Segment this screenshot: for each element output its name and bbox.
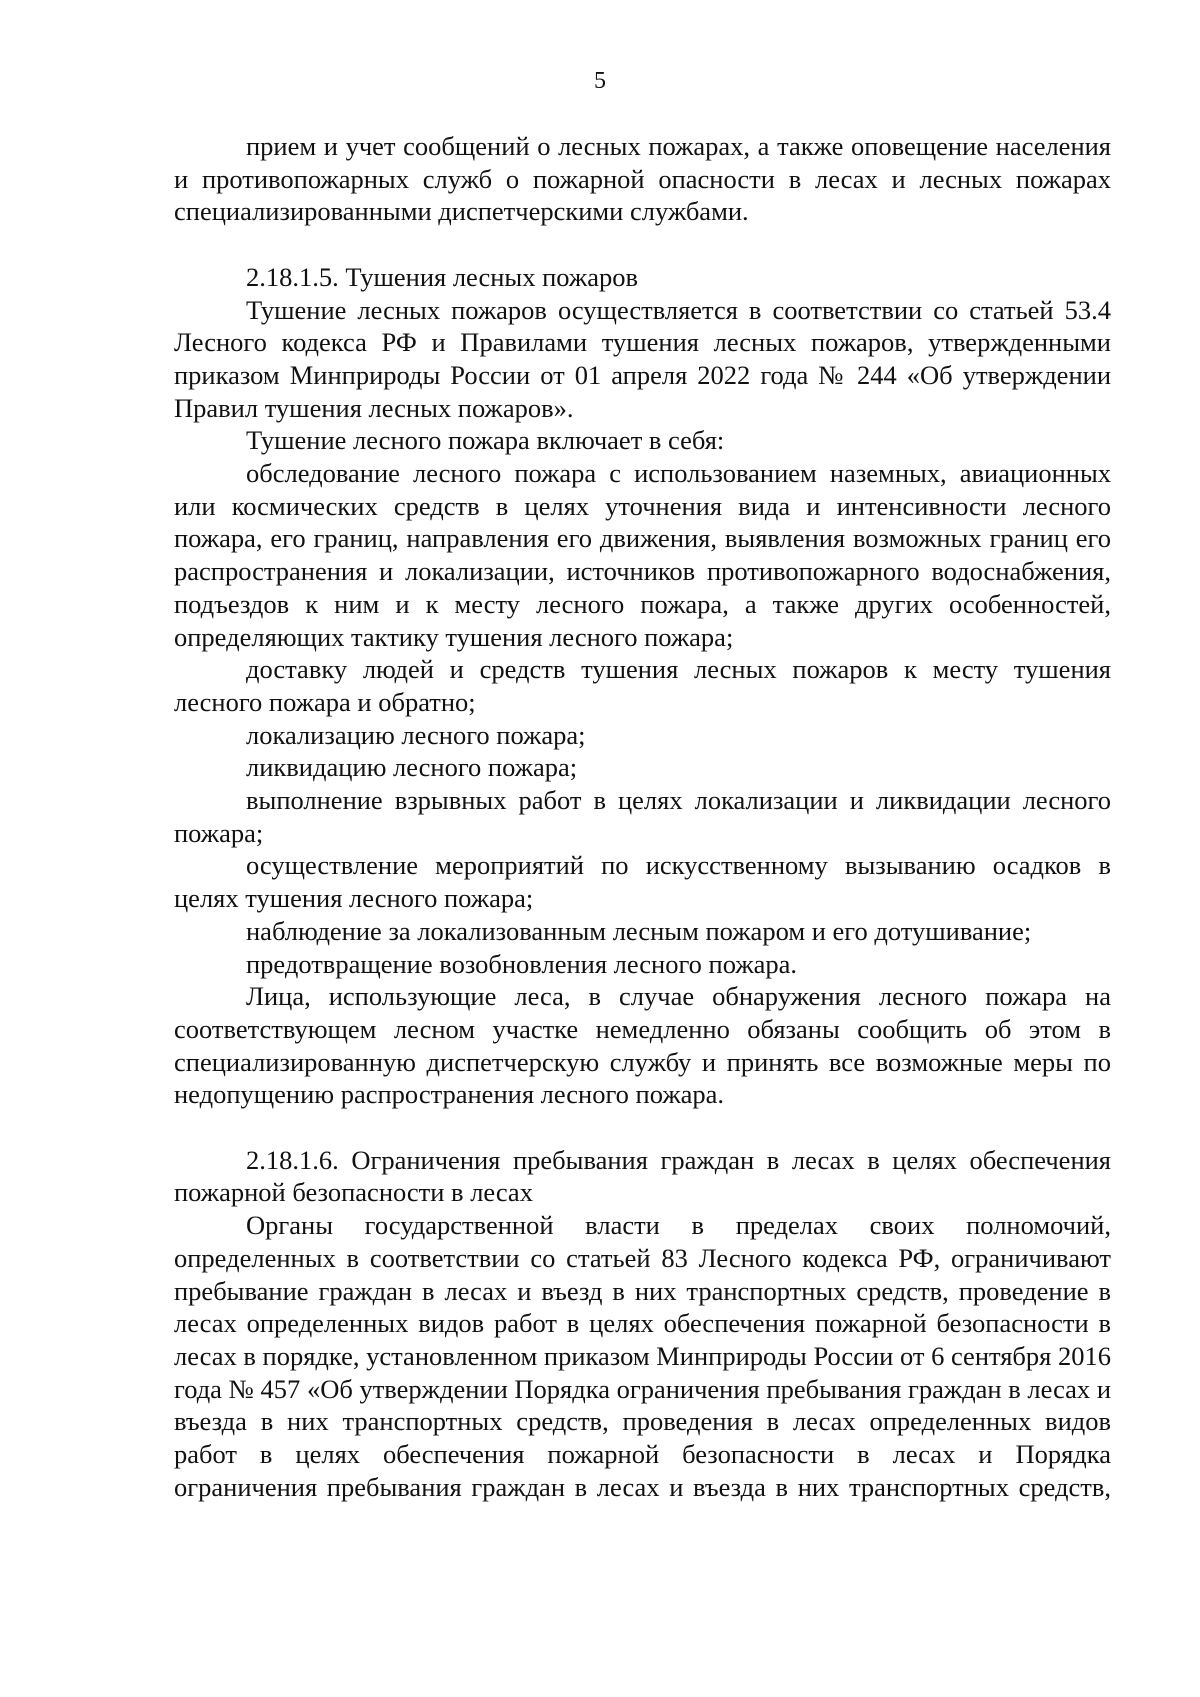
- section-gap: [174, 1111, 1111, 1144]
- paragraph-notification: прием и учет сообщений о лесных пожарах, а также оповещение населения и противопожарных служб о пожарной опасности в лесах и лесных пожарах специализированными диспетчерскими службами.: [174, 131, 1111, 227]
- paragraph-forest-users-duty: Лица, использующие леса, в случае обнаружения лесного пожара на соответствующем лесном участке немедленно обязаны сообщить об этом в специализированную диспетчерскую службу и принять все возможные меры по недопущению распространения лесного пожара.: [174, 981, 1111, 1110]
- list-item-monitoring: наблюдение за локализованным лесным пожаром и его дотушивание;: [246, 915, 1032, 946]
- paragraph-includes: Тушение лесного пожара включает в себя:: [246, 425, 725, 456]
- list-item-artificial-precipitation: осуществление мероприятий по искусственному вызыванию осадков в целях тушения лесного пожара;: [174, 850, 1111, 914]
- list-item-inspection: обследование лесного пожара с использованием наземных, авиационных или космических средств в целях уточнения вида и интенсивности лесного пожара, его границ, направления его движения, выявления возможных границ его распространения и локализации, источников противопожарного водоснабжения, подъездов к ним и к месту лесного пожара, а также других особенностей, определяющих тактику тушения лесного пожара;: [174, 458, 1111, 652]
- section-gap: [174, 228, 1111, 261]
- list-item-prevention: предотвращение возобновления лесного пожара.: [246, 948, 798, 979]
- page-number: 5: [594, 68, 606, 94]
- list-item-liquidation: ликвидацию лесного пожара;: [246, 752, 578, 783]
- paragraph-restrictions: Органы государственной власти в пределах своих полномочий, определенных в соответствии со статьей 83 Лесного кодекса РФ, ограничивают пребывание граждан в лесах и въезд в них транспортных средств, проведение в лесах определенных видов работ в целях обеспечения пожарной безопасности в лесах в порядке, установленном приказом Минприроды России от 6 сентября 2016 года № 457 «Об утверждении Порядка ограничения пребывания граждан в лесах и въезда в них транспортных средств, проведения в лесах определенных видов работ в целях обеспечения пожарной безопасности в лесах и Порядка ограничения пребывания граждан в лесах и въезда в них транспортных средств,: [174, 1210, 1111, 1502]
- list-item-blasting: выполнение взрывных работ в целях локализации и ликвидации лесного пожара;: [174, 785, 1111, 848]
- list-item-localization: локализацию лесного пожара;: [246, 719, 586, 750]
- document-body: [174, 130, 1111, 1504]
- section-heading-2-18-1-6: 2.18.1.6. Ограничения пребывания граждан в лесах в целях обеспечения пожарной безопасности в лесах: [174, 1144, 1111, 1208]
- paragraph-extinguishing-basis: Тушение лесных пожаров осуществляется в соответствии со статьей 53.4 Лесного кодекса РФ и Правилами тушения лесных пожаров, утвержденными приказом Минприроды России от 01 апреля 2022 года № 244 «Об утверждении Правил тушения лесных пожаров».: [174, 294, 1111, 423]
- list-item-delivery: доставку людей и средств тушения лесных пожаров к месту тушения лесного пожара и обратно;: [174, 654, 1111, 717]
- section-heading-2-18-1-5: 2.18.1.5. Тушения лесных пожаров: [246, 261, 638, 292]
